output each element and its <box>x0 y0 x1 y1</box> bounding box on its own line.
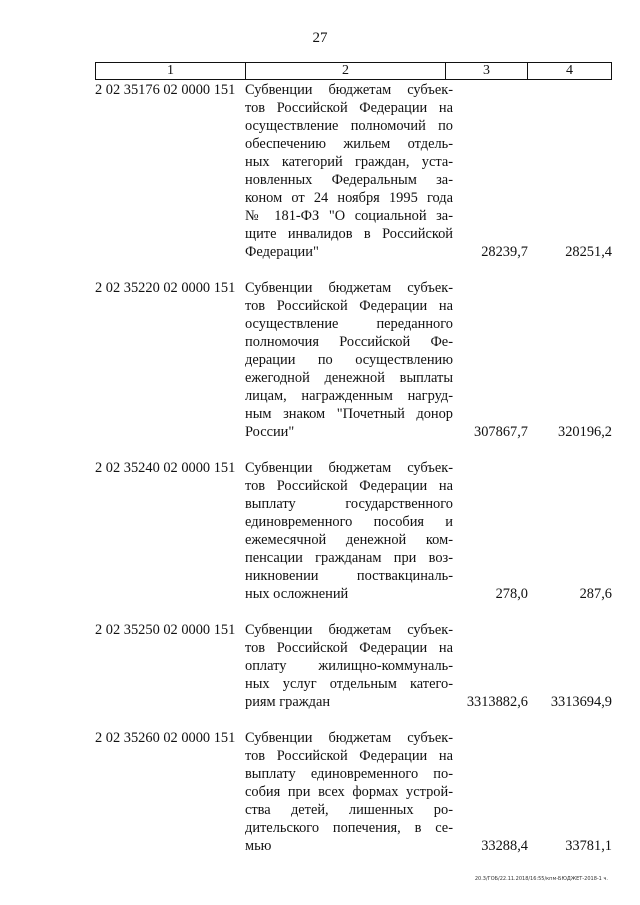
description-line: лицам, награжденным нагруд- <box>245 388 453 404</box>
description-line: осуществление полномочий по <box>245 118 453 134</box>
description-line: ным знаком "Почетный донор <box>245 406 453 422</box>
amount-col-4: 3313694,9 <box>550 694 612 710</box>
budget-code: 2 02 35240 02 0000 151 <box>95 460 236 476</box>
budget-code: 2 02 35250 02 0000 151 <box>95 622 236 638</box>
table-header-row <box>95 62 612 80</box>
amount-col-3: 28239,7 <box>481 244 528 260</box>
budget-code: 2 02 35176 02 0000 151 <box>95 82 236 98</box>
description-line: дерации по осуществлению <box>245 352 453 368</box>
header-col-3: 3 <box>446 63 528 79</box>
description-line: щите инвалидов в Российской <box>245 226 453 242</box>
description-line: ных услуг отдельным катего- <box>245 676 453 692</box>
description <box>245 279 453 441</box>
budget-code: 2 02 35260 02 0000 151 <box>95 730 236 746</box>
amount-col-3: 33288,4 <box>481 838 528 854</box>
description-line: осуществление переданного <box>245 316 453 332</box>
footer-stamp: 20.3/ГОБ/22.11.2018/16:55/кпм-БЮДЖЕТ-2018-1 ч. <box>474 876 608 882</box>
description-line: собия при всех формах устрой- <box>245 784 453 800</box>
description-line: никновении поствакциналь- <box>245 568 453 584</box>
page-number: 27 <box>312 30 328 46</box>
description <box>245 621 453 711</box>
table-row <box>95 81 612 261</box>
table-row <box>95 279 612 441</box>
table-row <box>95 729 612 855</box>
description-line: дительского попечения, в се- <box>245 820 453 836</box>
header-col-2: 2 <box>246 63 446 79</box>
description-line: Субвенции бюджетам субъек- <box>245 82 453 98</box>
description-line: России" <box>245 424 295 440</box>
description-line: новленных Федеральным за- <box>245 172 453 188</box>
amount-col-3: 3313882,6 <box>466 694 528 710</box>
description-line: Субвенции бюджетам субъек- <box>245 730 453 746</box>
description-line: Субвенции бюджетам субъек- <box>245 460 453 476</box>
description-line: мью <box>245 838 272 854</box>
description-line: выплату единовременного по- <box>245 766 453 782</box>
description-line: тов Российской Федерации на <box>245 298 453 314</box>
amount-col-4: 28251,4 <box>565 244 612 260</box>
description-line: ежемесячной денежной ком- <box>245 532 453 548</box>
description-line: № 181-ФЗ "О социальной за- <box>245 208 453 224</box>
description-line: ных категорий граждан, уста- <box>245 154 453 170</box>
description-line: тов Российской Федерации на <box>245 100 453 116</box>
description-line: пенсации гражданам при воз- <box>245 550 453 566</box>
budget-code: 2 02 35220 02 0000 151 <box>95 280 236 296</box>
description-line: выплату государственного <box>245 496 453 512</box>
table-row <box>95 459 612 603</box>
description-line: Субвенции бюджетам субъек- <box>245 280 453 296</box>
description-line: ежегодной денежной выплаты <box>245 370 453 386</box>
description-line: тов Российской Федерации на <box>245 478 453 494</box>
description-line: единовременного пособия и <box>245 514 453 530</box>
header-col-1: 1 <box>96 63 246 79</box>
description-line: обеспечению жильем отдель- <box>245 136 453 152</box>
description-line: коном от 24 ноября 1995 года <box>245 190 453 206</box>
header-col-4: 4 <box>566 63 573 78</box>
description <box>245 81 453 261</box>
description-line: тов Российской Федерации на <box>245 640 453 656</box>
description-line: оплату жилищно-коммуналь- <box>245 658 453 674</box>
description-line: ных осложнений <box>245 586 349 602</box>
amount-col-3: 278,0 <box>495 586 528 602</box>
description-line: Федерации" <box>245 244 319 260</box>
table-body <box>95 81 612 873</box>
table-row <box>95 621 612 711</box>
amount-col-4: 33781,1 <box>565 838 612 854</box>
description <box>245 459 453 603</box>
description-line: Субвенции бюджетам субъек- <box>245 622 453 638</box>
description-line: полномочия Российской Фе- <box>245 334 453 350</box>
description-line: ства детей, лишенных ро- <box>245 802 453 818</box>
amount-col-3: 307867,7 <box>474 424 528 440</box>
amount-col-4: 287,6 <box>579 586 612 602</box>
description-line: риям граждан <box>245 694 331 710</box>
description-line: тов Российской Федерации на <box>245 748 453 764</box>
description <box>245 729 453 855</box>
amount-col-4: 320196,2 <box>558 424 612 440</box>
